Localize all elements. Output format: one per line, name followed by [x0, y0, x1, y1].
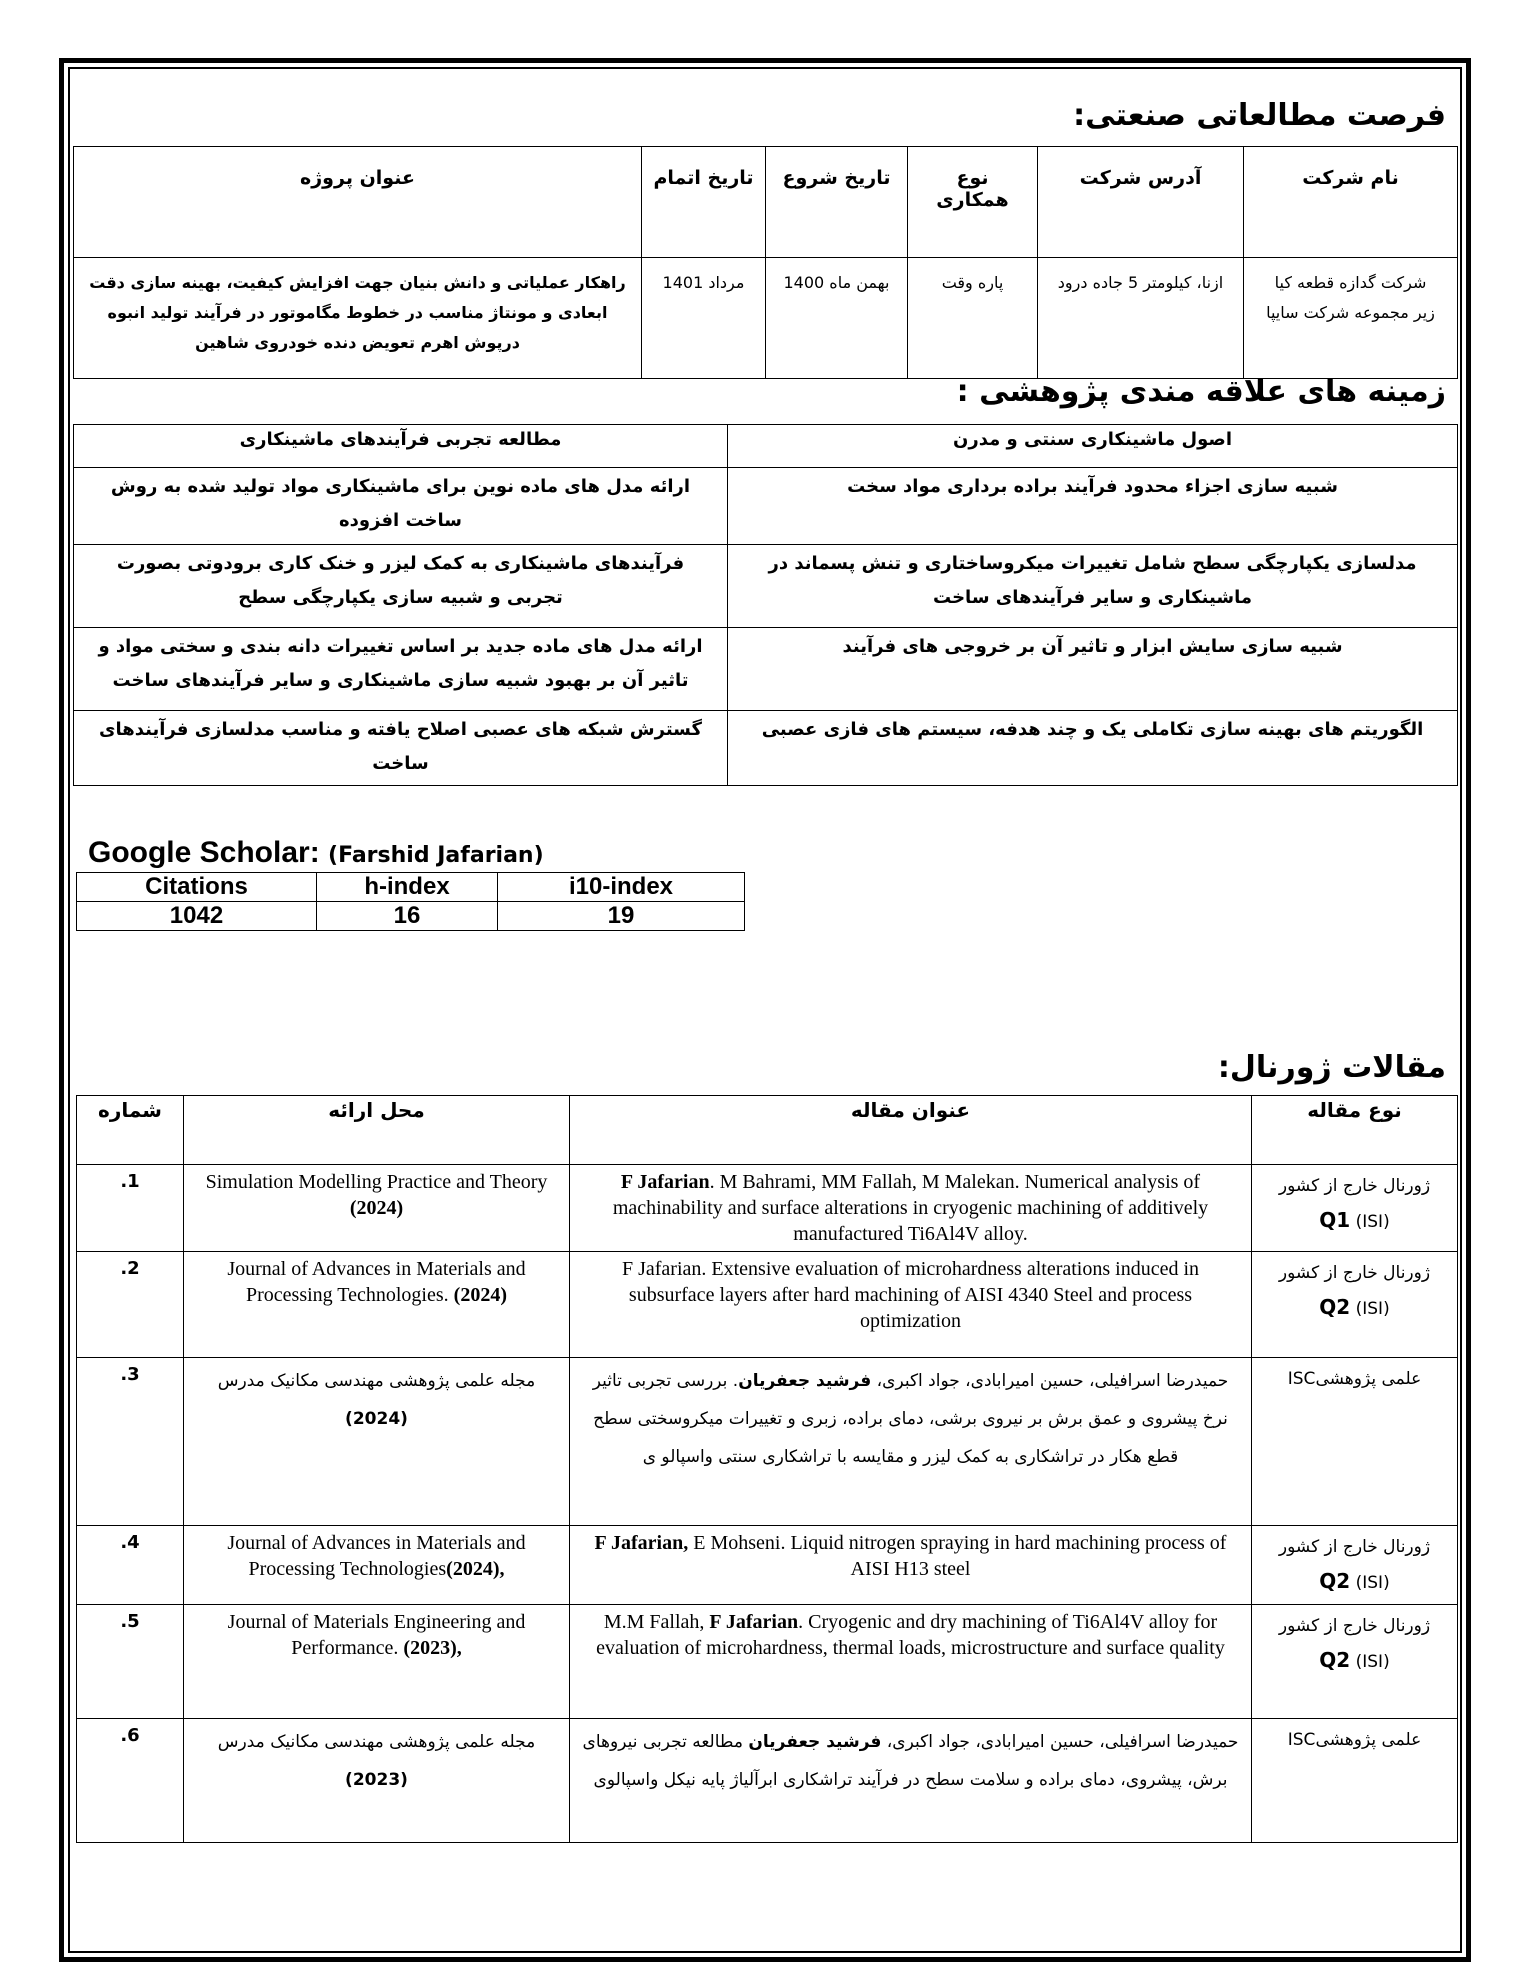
- paper-number-cell: 5.: [77, 1605, 184, 1719]
- venue-cell: مجله علمی پژوهشی مهندسی مکانیک مدرس (2023): [184, 1719, 570, 1843]
- journal-row: [77, 1252, 1458, 1358]
- industry-row: [74, 258, 1458, 379]
- interests-header-row: [74, 425, 1458, 468]
- citations-header: Citations: [77, 873, 317, 902]
- interests-row: [74, 545, 1458, 628]
- cooperation-type-header: نوع همکاری: [908, 147, 1038, 258]
- journal-row: [77, 1719, 1458, 1843]
- interest-item: ارائه مدل های ماده نوین برای ماشینکاری مواد تولید شده به روش ساخت افزوده: [74, 468, 728, 545]
- paper-title-cell: F Jafarian, E Mohseni. Liquid nitrogen spraying in hard machining process of AISI H13 steel: [570, 1526, 1252, 1605]
- journal-row: [77, 1526, 1458, 1605]
- interests-col-right: اصول ماشینکاری سنتی و مدرن: [728, 425, 1458, 468]
- venue-cell: Journal of Advances in Materials and Processing Technologies(2024),: [184, 1526, 570, 1605]
- interests-heading: زمینه های علاقه مندی پژوهشی :: [956, 374, 1446, 409]
- scholar-header-row: [77, 873, 745, 902]
- paper-type-cell: علمی پژوهشیISC: [1252, 1358, 1458, 1526]
- interest-item: مدلسازی یکپارچگی سطح شامل تغییرات میکروساختاری و تنش پسماند در ماشینکاری و سایر فرآیندهای ساخت: [728, 545, 1458, 628]
- venue-cell: Journal of Advances in Materials and Processing Technologies. (2024): [184, 1252, 570, 1358]
- paper-number-cell: 1.: [77, 1165, 184, 1252]
- cooperation-type-cell: پاره وقت: [908, 258, 1038, 379]
- paper-number-cell: 3.: [77, 1358, 184, 1526]
- paper-type-header: نوع مقاله: [1252, 1096, 1458, 1165]
- venue-header: محل ارائه: [184, 1096, 570, 1165]
- journals-heading: مقالات ژورنال:: [1217, 1050, 1446, 1085]
- industry-table: [73, 146, 1458, 379]
- interests-row: [74, 628, 1458, 711]
- journal-row: [77, 1358, 1458, 1526]
- interests-col-left: مطالعه تجربی فرآیندهای ماشینکاری: [74, 425, 728, 468]
- paper-title-cell: حمیدرضا اسرافیلی، حسین امیرابادی، جواد اکبری، فرشید جعفریان مطالعه تجربی نیروهای برش، پیشروی، دمای براده و سلامت سطح در فرآیند تراشکاری ابرآلیاژ پایه نیکل واسپالوی: [570, 1719, 1252, 1843]
- interests-row: [74, 711, 1458, 786]
- paper-number-cell: 6.: [77, 1719, 184, 1843]
- end-date-cell: مرداد 1401: [642, 258, 766, 379]
- paper-title-cell: حمیدرضا اسرافیلی، حسین امیرابادی، جواد اکبری، فرشید جعفریان. بررسی تجربی تاثیر نرخ پیشروی و عمق برش بر نیروی برشی، دمای براده، زبری و تغییرات میکروسختی سطح قطع هکار در تراشکاری به کمک لیزر و مقایسه با تراشکاری سنتی واسپالو ی: [570, 1358, 1252, 1526]
- interests-table: [73, 424, 1458, 786]
- project-title-cell: راهکار عملیاتی و دانش بنیان جهت افزایش کیفیت، بهینه سازی دقت ابعادی و مونتاژ مناسب در خطوط مگاموتور در فرآیند تولید انبوه درپوش اهرم تعویض دنده خودروی شاهین: [74, 258, 642, 379]
- paper-number-cell: 2.: [77, 1252, 184, 1358]
- interest-item: ارائه مدل های ماده جدید بر اساس تغییرات دانه بندی و سختی مواد و تاثیر آن بر بهبود شبیه سازی ماشینکاری و سایر فرآیندهای ساخت: [74, 628, 728, 711]
- paper-type-cell: ژورنال خارج از کشور (ISI) Q2: [1252, 1526, 1458, 1605]
- i10-index-header: i10-index: [498, 873, 745, 902]
- paper-number-cell: 4.: [77, 1526, 184, 1605]
- interest-item: شبیه سازی اجزاء محدود فرآیند براده برداری مواد سخت: [728, 468, 1458, 545]
- paper-title-header: عنوان مقاله: [570, 1096, 1252, 1165]
- venue-cell: مجله علمی پژوهشی مهندسی مکانیک مدرس (2024): [184, 1358, 570, 1526]
- venue-cell: Simulation Modelling Practice and Theory (2024): [184, 1165, 570, 1252]
- paper-title-cell: M.M Fallah, F Jafarian. Cryogenic and dry machining of Ti6Al4V alloy for evaluation of microhardness, thermal loads, microstructure and surface quality: [570, 1605, 1252, 1719]
- interest-item: الگوریتم های بهینه سازی تکاملی یک و چند هدفه، سیستم های فازی عصبی: [728, 711, 1458, 786]
- interests-row: [74, 468, 1458, 545]
- scholar-author-name: (Farshid Jafarian): [328, 843, 544, 868]
- scholar-title: [88, 836, 544, 870]
- industry-header-row: [74, 147, 1458, 258]
- paper-title-cell: F Jafarian. Extensive evaluation of microhardness alterations induced in subsurface layers after hard machining of AISI 4340 Steel and process optimization: [570, 1252, 1252, 1358]
- h-index-value: 16: [317, 902, 498, 931]
- start-date-cell: بهمن ماه 1400: [766, 258, 908, 379]
- end-date-header: تاریخ اتمام: [642, 147, 766, 258]
- paper-type-cell: ژورنال خارج از کشور (ISI) Q1: [1252, 1165, 1458, 1252]
- company-address-header: آدرس شرکت: [1038, 147, 1244, 258]
- number-header: شماره: [77, 1096, 184, 1165]
- interest-item: فرآیندهای ماشینکاری به کمک لیزر و خنک کاری برودوتی بصورت تجربی و شبیه سازی یکپارچگی سطح: [74, 545, 728, 628]
- paper-title-cell: F Jafarian. M Bahrami, MM Fallah, M Malekan. Numerical analysis of machinability and surface alterations in cryogenic machining of additively manufactured Ti6Al4V alloy.: [570, 1165, 1252, 1252]
- industry-heading: فرصت مطالعاتی صنعتی:: [1073, 98, 1446, 133]
- interest-item: شبیه سازی سایش ابزار و تاثیر آن بر خروجی های فرآیند: [728, 628, 1458, 711]
- paper-type-cell: علمی پژوهشیISC: [1252, 1719, 1458, 1843]
- journal-row: [77, 1165, 1458, 1252]
- scholar-label: Google Scholar:: [88, 836, 320, 869]
- scholar-metrics-table: [76, 872, 745, 931]
- citations-value: 1042: [77, 902, 317, 931]
- paper-type-cell: ژورنال خارج از کشور (ISI) Q2: [1252, 1252, 1458, 1358]
- start-date-header: تاریخ شروع: [766, 147, 908, 258]
- company-name-header: نام شرکت: [1244, 147, 1458, 258]
- journal-row: [77, 1605, 1458, 1719]
- venue-cell: Journal of Materials Engineering and Performance. (2023),: [184, 1605, 570, 1719]
- journals-table: [76, 1095, 1458, 1843]
- h-index-header: h-index: [317, 873, 498, 902]
- i10-index-value: 19: [498, 902, 745, 931]
- company-address-cell: ازنا، کیلومتر 5 جاده درود: [1038, 258, 1244, 379]
- journals-header-row: [77, 1096, 1458, 1165]
- project-title-header: عنوان پروژه: [74, 147, 642, 258]
- scholar-values-row: [77, 902, 745, 931]
- interest-item: گسترش شبکه های عصبی اصلاح یافته و مناسب مدلسازی فرآیندهای ساخت: [74, 711, 728, 786]
- company-name-cell: شرکت گدازه قطعه کیا زیر مجموعه شرکت سایپا: [1244, 258, 1458, 379]
- paper-type-cell: ژورنال خارج از کشور (ISI) Q2: [1252, 1605, 1458, 1719]
